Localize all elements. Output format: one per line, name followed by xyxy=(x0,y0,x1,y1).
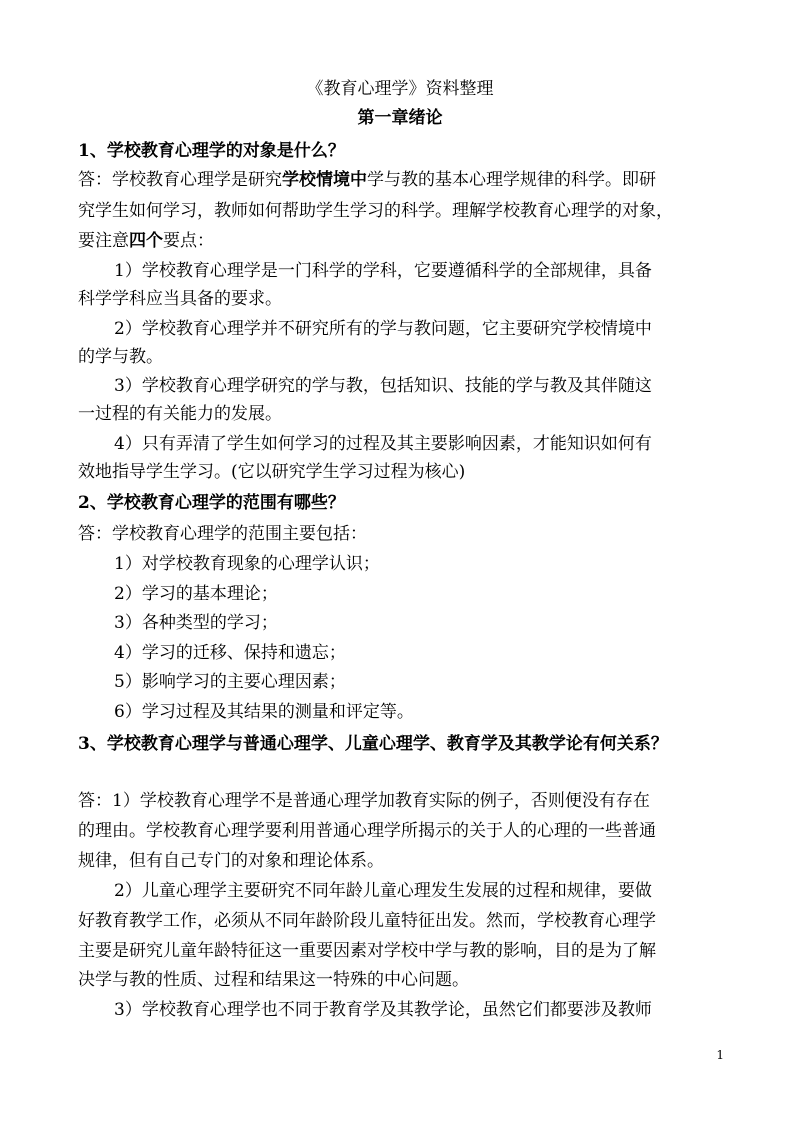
chapter-heading: 第一章绪论 xyxy=(357,108,443,128)
scope-item-5: 5）影响学习的主要心理因素； xyxy=(114,672,346,692)
point-4-line-2: 效地指导学生学习。(它以研究学生学习过程为核心) xyxy=(78,462,466,482)
scope-item-4: 4）学习的迁移、保持和遗忘； xyxy=(114,643,346,663)
point-3-line-1: 3）学校教育心理学研究的学与教，包括知识、技能的学与教及其伴随这 xyxy=(114,376,652,396)
answer-3-p1-line-3: 规律，但有自己专门的对象和理论体系。 xyxy=(78,851,384,871)
scope-item-2: 2）学习的基本理论； xyxy=(114,584,278,604)
answer-1-line-3: 要注意四个要点： xyxy=(78,231,214,251)
point-2-line-1: 2）学校教育心理学并不研究所有的学与教问题，它主要研究学校情境中 xyxy=(114,319,652,339)
question-3: 3、学校教育心理学与普通心理学、儿童心理学、教育学及其教学论有何关系？ xyxy=(78,734,668,754)
answer-3-p1-line-2: 的理由。学校教育心理学要利用普通心理学所揭示的关于人的心理的一些普通 xyxy=(78,821,656,841)
scope-item-3: 3）各种类型的学习； xyxy=(114,613,278,633)
answer-1-line-1: 答：学校教育心理学是研究学校情境中学与教的基本心理学规律的科学。即研 xyxy=(78,170,656,190)
answer-3-p3-line-1: 3）学校教育心理学也不同于教育学及其教学论，虽然它们都要涉及教师 xyxy=(114,1000,652,1020)
answer-2-intro: 答：学校教育心理学的范围主要包括： xyxy=(78,524,367,544)
point-1-line-2: 科学学科应当具备的要求。 xyxy=(78,289,282,309)
page-number: 1 xyxy=(716,1048,724,1062)
emphasis-four: 四个 xyxy=(129,231,163,251)
question-2: 2、学校教育心理学的范围有哪些？ xyxy=(78,493,345,513)
answer-1-line-2: 究学生如何学习，教师如何帮助学生学习的科学。理解学校教育心理学的对象， xyxy=(78,201,673,221)
answer-3-p1-line-1: 答：1）学校教育心理学不是普通心理学加教育实际的例子，否则便没有存在 xyxy=(78,791,650,811)
scope-item-6: 6）学习过程及其结果的测量和评定等。 xyxy=(114,702,414,722)
answer-3-p2-line-2: 好教育教学工作，必须从不同年龄阶段儿童特征出发。然而，学校教育心理学 xyxy=(78,911,656,931)
answer-3-p2-line-1: 2）儿童心理学主要研究不同年龄儿童心理发生发展的过程和规律，要做 xyxy=(114,881,652,901)
scope-item-1: 1）对学校教育现象的心理学认识； xyxy=(114,554,380,574)
answer-3-p2-line-4: 决学与教的性质、过程和结果这一特殊的中心问题。 xyxy=(78,970,469,990)
point-4-line-1: 4）只有弄清了学生如何学习的过程及其主要影响因素，才能知识如何有 xyxy=(114,434,652,454)
point-3-line-2: 一过程的有关能力的发展。 xyxy=(78,404,282,424)
point-2-line-2: 的学与教。 xyxy=(78,347,163,367)
point-1-line-1: 1）学校教育心理学是一门科学的学科，它要遵循科学的全部规律，具备 xyxy=(114,261,652,281)
document-title: 《教育心理学》资料整理 xyxy=(306,79,494,99)
emphasis-school-context: 学校情境中 xyxy=(282,170,367,190)
question-1: 1、学校教育心理学的对象是什么？ xyxy=(78,141,345,161)
answer-3-p2-line-3: 主要是研究儿童年龄特征这一重要因素对学校中学与教的影响，目的是为了解 xyxy=(78,941,656,961)
